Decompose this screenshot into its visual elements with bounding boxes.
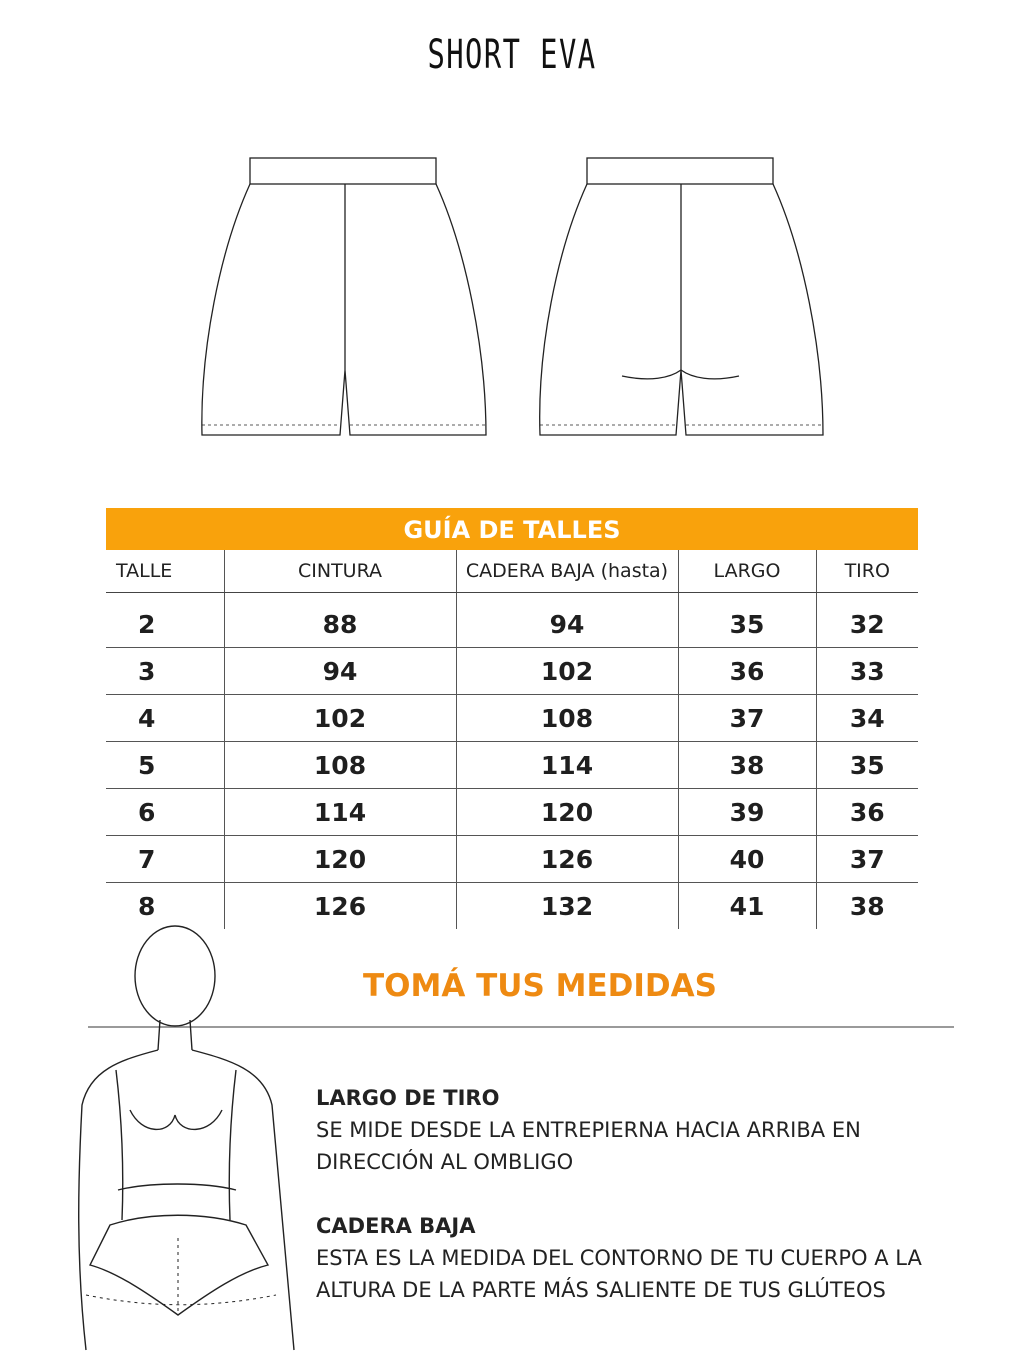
cell-talle: 5 xyxy=(106,742,224,789)
measure-description: SE MIDE DESDE LA ENTREPIERNA HACIA ARRIBA EN DIRECCIÓN AL OMBLIGO xyxy=(316,1118,861,1174)
cell-cintura: 114 xyxy=(224,789,456,836)
cell-cadera-baja: 102 xyxy=(456,648,678,695)
measures-title: TOMÁ TUS MEDIDAS xyxy=(363,968,717,1004)
measure-item-largo-de-tiro xyxy=(316,1082,956,1178)
cell-tiro: 34 xyxy=(816,695,918,742)
cell-largo: 41 xyxy=(678,883,816,930)
cell-talle: 3 xyxy=(106,648,224,695)
cell-tiro: 37 xyxy=(816,836,918,883)
cell-cintura: 102 xyxy=(224,695,456,742)
size-table xyxy=(106,550,918,929)
table-row xyxy=(106,742,918,789)
cell-largo: 39 xyxy=(678,789,816,836)
cell-cintura: 88 xyxy=(224,601,456,648)
size-guide-header: GUÍA DE TALLES xyxy=(106,508,918,550)
size-table-header-row xyxy=(106,550,918,593)
cell-largo: 38 xyxy=(678,742,816,789)
cell-cadera-baja: 108 xyxy=(456,695,678,742)
cell-cintura: 108 xyxy=(224,742,456,789)
cell-largo: 37 xyxy=(678,695,816,742)
cell-cadera-baja: 94 xyxy=(456,601,678,648)
table-row xyxy=(106,695,918,742)
cell-cintura: 126 xyxy=(224,883,456,930)
cell-tiro: 38 xyxy=(816,883,918,930)
cell-tiro: 36 xyxy=(816,789,918,836)
column-header-talle: TALLE xyxy=(106,550,224,593)
short-technical-drawing xyxy=(190,150,840,450)
table-row xyxy=(106,789,918,836)
cell-cadera-baja: 126 xyxy=(456,836,678,883)
column-header-cadera-baja: CADERA BAJA (hasta) xyxy=(456,550,678,593)
column-header-tiro: TIRO xyxy=(816,550,918,593)
measure-label: LARGO DE TIRO xyxy=(316,1086,500,1110)
cell-talle: 7 xyxy=(106,836,224,883)
cell-tiro: 35 xyxy=(816,742,918,789)
cell-largo: 36 xyxy=(678,648,816,695)
page-title: SHORT EVA xyxy=(427,32,597,78)
cell-talle: 8 xyxy=(138,891,156,921)
cell-cadera-baja: 120 xyxy=(456,789,678,836)
cell-cintura: 120 xyxy=(224,836,456,883)
measure-description: ESTA ES LA MEDIDA DEL CONTORNO DE TU CUERPO A LA ALTURA DE LA PARTE MÁS SALIENTE DE TUS GLÚTEOS xyxy=(316,1246,922,1302)
cell-largo: 35 xyxy=(678,601,816,648)
table-row xyxy=(106,648,918,695)
cell-largo: 40 xyxy=(678,836,816,883)
size-guide xyxy=(106,508,918,929)
measure-label: CADERA BAJA xyxy=(316,1214,476,1238)
short-front-view xyxy=(202,158,486,435)
column-header-cintura: CINTURA xyxy=(224,550,456,593)
cell-talle: 6 xyxy=(106,789,224,836)
cell-cadera-baja: 114 xyxy=(456,742,678,789)
table-row xyxy=(106,601,918,648)
table-spacer xyxy=(106,593,918,602)
cell-tiro: 32 xyxy=(816,601,918,648)
cell-talle: 2 xyxy=(106,601,224,648)
measure-item-cadera-baja xyxy=(316,1210,956,1306)
cell-cintura: 94 xyxy=(224,648,456,695)
table-row xyxy=(106,836,918,883)
body-figure-illustration xyxy=(50,920,350,1360)
short-back-view xyxy=(540,158,823,435)
column-header-largo: LARGO xyxy=(678,550,816,593)
cell-tiro: 33 xyxy=(816,648,918,695)
cell-talle: 4 xyxy=(106,695,224,742)
cell-cadera-baja: 132 xyxy=(456,883,678,930)
